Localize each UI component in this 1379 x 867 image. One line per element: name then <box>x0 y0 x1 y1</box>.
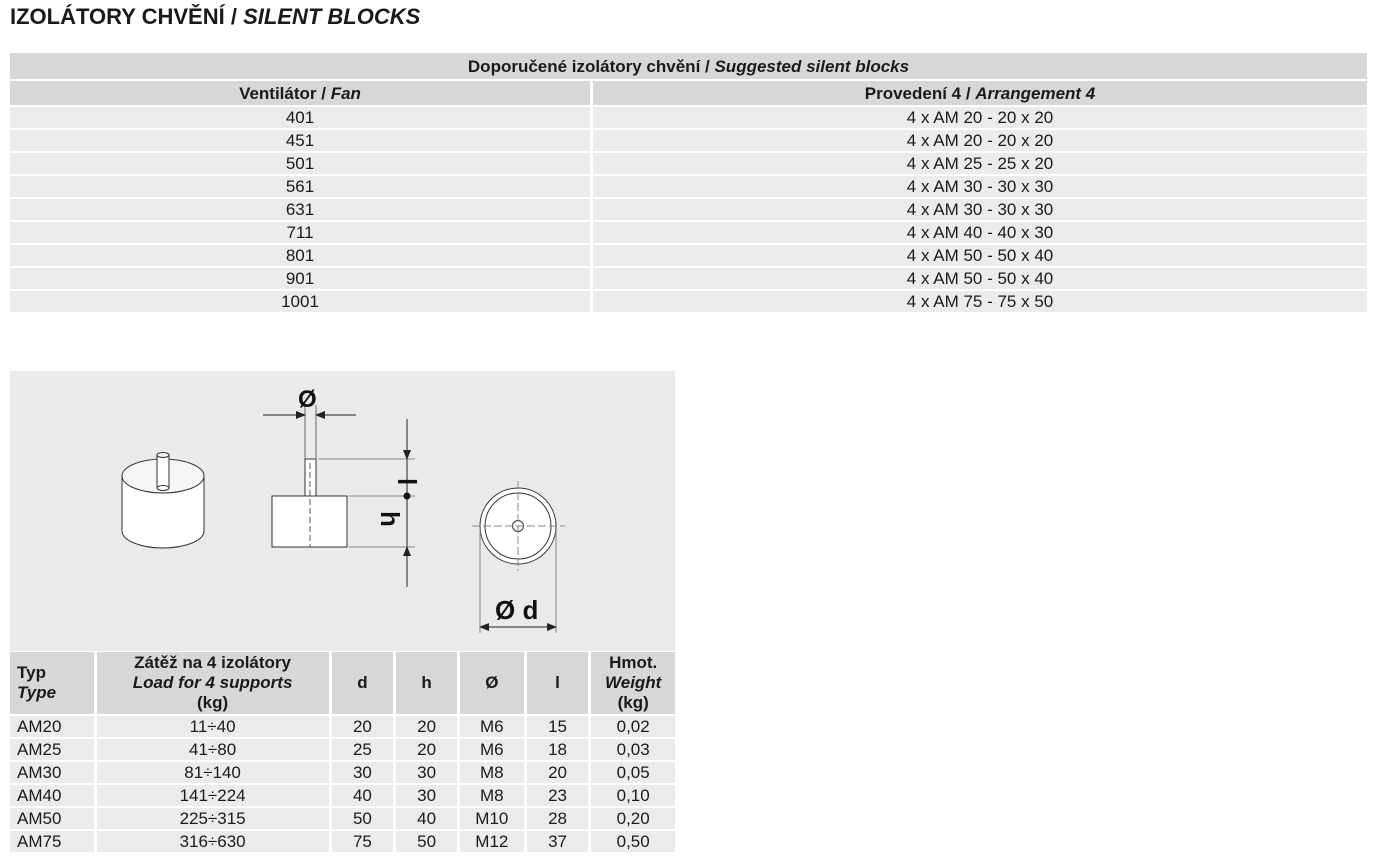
table-row <box>10 222 1367 243</box>
header-load-cz: Zátěž na 4 izolátory <box>134 653 291 672</box>
table-row <box>10 199 1367 220</box>
fan-size-cell: 501 <box>10 153 590 174</box>
technical-drawing <box>10 371 675 651</box>
header-load-unit: (kg) <box>197 693 229 712</box>
header-phi: Ø <box>460 652 524 714</box>
spec-table <box>10 652 675 854</box>
fan-table-header <box>10 81 1367 105</box>
spec-table-header <box>10 652 675 714</box>
header-fan-cz: Ventilátor / <box>239 84 331 103</box>
load-cell: 11÷40 <box>97 716 329 737</box>
h-cell: 20 <box>396 716 457 737</box>
thread-cell: M10 <box>460 808 524 829</box>
table-row <box>10 762 675 783</box>
d-cell: 20 <box>332 716 394 737</box>
d-cell: 25 <box>332 739 394 760</box>
silent-block-cell: 4 x AM 20 - 20 x 20 <box>593 107 1367 128</box>
side-view <box>263 405 415 587</box>
d-cell: 50 <box>332 808 394 829</box>
header-fan-en: Fan <box>330 84 361 103</box>
l-cell: 28 <box>527 808 589 829</box>
fan-table-body <box>10 107 1367 312</box>
l-cell: 18 <box>527 739 589 760</box>
table-row <box>10 739 675 760</box>
silent-block-cell: 4 x AM 50 - 50 x 40 <box>593 268 1367 289</box>
d-cell: 75 <box>332 831 394 852</box>
weight-cell: 0,20 <box>591 808 675 829</box>
header-arrangement-cz: Provedení 4 / <box>864 84 976 103</box>
fan-table-caption <box>10 53 1367 79</box>
header-weight <box>591 652 675 714</box>
d-cell: 30 <box>332 762 394 783</box>
header-weight-en: Weight <box>605 673 662 692</box>
weight-cell: 0,05 <box>591 762 675 783</box>
h-cell: 40 <box>396 808 457 829</box>
length-label: l <box>392 478 422 486</box>
h-cell: 30 <box>396 762 457 783</box>
isometric-view <box>122 453 204 549</box>
header-d: d <box>332 652 394 714</box>
caption-italic: Suggested silent blocks <box>714 57 910 76</box>
header-arrangement <box>593 81 1367 105</box>
header-load-en: Load for 4 supports <box>132 673 293 692</box>
header-h: h <box>396 652 457 714</box>
table-row <box>10 291 1367 312</box>
l-cell: 20 <box>527 762 589 783</box>
h-cell: 50 <box>396 831 457 852</box>
l-cell: 15 <box>527 716 589 737</box>
table-row <box>10 245 1367 266</box>
header-load <box>97 652 329 714</box>
weight-cell: 0,50 <box>591 831 675 852</box>
header-type-cz: Typ <box>17 663 46 682</box>
silent-block-cell: 4 x AM 75 - 75 x 50 <box>593 291 1367 312</box>
table-row <box>10 107 1367 128</box>
load-cell: 225÷315 <box>97 808 329 829</box>
silent-block-cell: 4 x AM 50 - 50 x 40 <box>593 245 1367 266</box>
header-type <box>10 652 94 714</box>
header-l: l <box>527 652 589 714</box>
silent-block-cell: 4 x AM 20 - 20 x 20 <box>593 130 1367 151</box>
h-cell: 30 <box>396 785 457 806</box>
page-title <box>10 4 420 30</box>
d-cell: 40 <box>332 785 394 806</box>
silent-block-cell: 4 x AM 25 - 25 x 20 <box>593 153 1367 174</box>
title-main: IZOLÁTORY CHVĚNÍ / <box>10 4 244 29</box>
fan-size-cell: 711 <box>10 222 590 243</box>
silent-block-cell: 4 x AM 30 - 30 x 30 <box>593 176 1367 197</box>
header-arrangement-en: Arrangement 4 <box>975 84 1096 103</box>
load-cell: 141÷224 <box>97 785 329 806</box>
load-cell: 41÷80 <box>97 739 329 760</box>
silent-block-drawing <box>10 371 675 651</box>
height-label: h <box>375 511 405 527</box>
fan-size-cell: 631 <box>10 199 590 220</box>
silent-block-cell: 4 x AM 40 - 40 x 30 <box>593 222 1367 243</box>
fan-size-cell: 901 <box>10 268 590 289</box>
fan-table <box>10 53 1367 314</box>
thread-cell: M6 <box>460 716 524 737</box>
header-fan <box>10 81 590 105</box>
table-row <box>10 153 1367 174</box>
fan-size-cell: 1001 <box>10 291 590 312</box>
thread-cell: M6 <box>460 739 524 760</box>
table-row <box>10 268 1367 289</box>
caption-main: Doporučené izolátory chvění / <box>467 57 715 76</box>
title-italic: SILENT BLOCKS <box>243 4 421 29</box>
table-row <box>10 176 1367 197</box>
weight-cell: 0,03 <box>591 739 675 760</box>
type-cell: AM30 <box>10 762 94 783</box>
spec-table-body <box>10 716 675 852</box>
table-row <box>10 130 1367 151</box>
header-type-en: Type <box>17 683 57 702</box>
weight-cell: 0,10 <box>591 785 675 806</box>
thread-cell: M8 <box>460 762 524 783</box>
table-row <box>10 808 675 829</box>
thread-cell: M12 <box>460 831 524 852</box>
silent-block-cell: 4 x AM 30 - 30 x 30 <box>593 199 1367 220</box>
h-cell: 20 <box>396 739 457 760</box>
l-cell: 37 <box>527 831 589 852</box>
weight-cell: 0,02 <box>591 716 675 737</box>
fan-size-cell: 401 <box>10 107 590 128</box>
type-cell: AM20 <box>10 716 94 737</box>
load-cell: 316÷630 <box>97 831 329 852</box>
fan-size-cell: 561 <box>10 176 590 197</box>
header-weight-cz: Hmot. <box>609 653 658 672</box>
table-row <box>10 831 675 852</box>
fan-size-cell: 451 <box>10 130 590 151</box>
type-cell: AM40 <box>10 785 94 806</box>
thread-cell: M8 <box>460 785 524 806</box>
table-row <box>10 785 675 806</box>
fan-size-cell: 801 <box>10 245 590 266</box>
load-cell: 81÷140 <box>97 762 329 783</box>
l-cell: 23 <box>527 785 589 806</box>
header-weight-unit: (kg) <box>617 693 649 712</box>
type-cell: AM50 <box>10 808 94 829</box>
type-cell: AM25 <box>10 739 94 760</box>
outer-diameter-label: Ø d <box>495 595 539 625</box>
table-row <box>10 716 675 737</box>
type-cell: AM75 <box>10 831 94 852</box>
diameter-label: Ø <box>298 386 317 413</box>
